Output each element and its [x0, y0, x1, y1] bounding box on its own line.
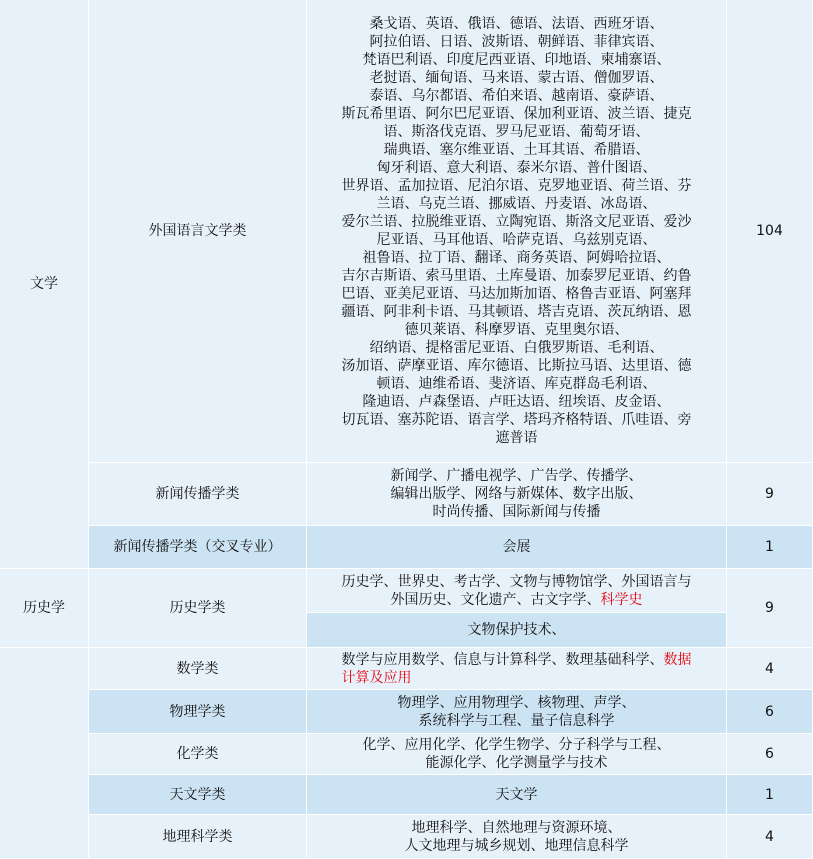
majors-line: 吉尔吉斯语、索马里语、土库曼语、加泰罗尼亚语、约鲁	[341, 268, 692, 284]
count-cell-chemistry: 6	[727, 734, 813, 775]
majors-list-physics	[398, 694, 636, 730]
majors-line: 新闻学、广播电视学、广告学、传播学、	[390, 468, 643, 484]
majors-line: 人文地理与城乡规划、地理信息科学	[404, 837, 629, 854]
count-cell-physics: 6	[727, 690, 813, 734]
category-cell-wenxue: 文学	[0, 0, 89, 569]
majors-line: 老挝语、缅甸语、马来语、蒙古语、僧伽罗语、	[369, 70, 664, 86]
majors-list-math	[342, 651, 692, 687]
subcategory-cell-astronomy: 天文学类	[89, 775, 307, 815]
majors-line: 隆迪语、卢森堡语、卢旺达语、纽埃语、皮金语、	[362, 394, 671, 410]
count-cell-astronomy: 1	[727, 775, 813, 815]
count-cell-geography: 4	[727, 815, 813, 859]
majors-list-foreign-languages	[342, 15, 692, 447]
majors-line: 语、斯洛伐克语、罗马尼亚语、葡萄牙语、	[383, 124, 650, 140]
majors-cell-foreign-languages	[307, 0, 727, 463]
majors-line: 地理科学、自然地理与资源环境、	[411, 819, 622, 836]
subcategory-cell-journalism: 新闻传播学类	[89, 463, 307, 526]
count-cell-journalism: 9	[727, 463, 813, 526]
majors-line: 编辑出版学、网络与新媒体、数字出版、	[390, 486, 643, 502]
majors-list-geography	[405, 819, 629, 855]
majors-cell-geography	[307, 815, 727, 859]
majors-text: 数学与应用数学、信息与计算科学、数理基础科学、	[341, 651, 664, 668]
majors-list-history	[342, 573, 692, 609]
majors-line: 尼亚语、马耳他语、哈萨克语、乌兹别克语、	[376, 232, 657, 248]
majors-cell-history-extra: 文物保护技术、	[307, 613, 727, 648]
highlighted-major: 科学史	[600, 591, 643, 608]
category-cell-history: 历史学	[0, 569, 89, 648]
majors-line: 切瓦语、塞苏陀语、语言学、塔玛齐格特语、爪哇语、旁	[341, 412, 692, 428]
majors-line: 能源化学、化学测量学与技术	[425, 755, 608, 771]
subcategory-cell-geography: 地理科学类	[89, 815, 307, 859]
subcategory-cell-foreign-languages: 外国语言文学类	[89, 0, 307, 463]
category-cell-science	[0, 648, 89, 859]
majors-line: 桑戈语、英语、俄语、德语、法语、西班牙语、	[369, 16, 664, 32]
majors-line: 梵语巴利语、印度尼西亚语、印地语、柬埔寨语、	[362, 52, 671, 68]
majors-line: 顿语、迪维希语、斐济语、库克群岛毛利语、	[376, 376, 657, 392]
majors-line: 匈牙利语、意大利语、泰米尔语、普什图语、	[376, 160, 657, 176]
majors-line	[342, 591, 692, 609]
majors-cell-journalism	[307, 463, 727, 526]
highlighted-major: 计算及应用	[341, 669, 412, 686]
majors-cell-math	[307, 648, 727, 690]
majors-cell-journalism-cross: 会展	[307, 526, 727, 569]
majors-list-chemistry	[363, 736, 671, 772]
majors-line: 绍纳语、提格雷尼亚语、白俄罗斯语、毛利语、	[369, 340, 664, 356]
majors-line: 祖鲁语、拉丁语、翻译、商务英语、阿姆哈拉语、	[362, 250, 671, 266]
highlighted-major: 数据	[663, 651, 692, 668]
majors-cell-chemistry	[307, 734, 727, 775]
majors-line: 历史学、世界史、考古学、文物与博物馆学、外国语言与	[341, 573, 692, 590]
majors-line: 化学、应用化学、化学生物学、分子科学与工程、	[362, 737, 671, 753]
majors-line	[342, 651, 692, 669]
majors-line: 瑞典语、塞尔维亚语、土耳其语、希腊语、	[383, 142, 650, 158]
majors-line: 巴语、亚美尼亚语、马达加斯加语、格鲁吉亚语、阿塞拜	[341, 286, 692, 302]
subcategory-cell-math: 数学类	[89, 648, 307, 690]
majors-line: 遮普语	[495, 430, 538, 446]
majors-cell-physics	[307, 690, 727, 734]
subcategory-cell-history: 历史学类	[89, 569, 307, 648]
majors-line: 阿拉伯语、日语、波斯语、朝鲜语、菲律宾语、	[369, 34, 664, 50]
majors-line: 疆语、阿非利卡语、马其顿语、塔吉克语、茨瓦纳语、恩	[341, 304, 692, 320]
majors-line: 泰语、乌尔都语、希伯来语、越南语、豪萨语、	[369, 88, 664, 104]
subcategory-cell-physics: 物理学类	[89, 690, 307, 734]
majors-line: 时尚传播、国际新闻与传播	[432, 504, 601, 520]
majors-line: 兰语、乌克兰语、挪威语、丹麦语、冰岛语、	[376, 196, 657, 212]
count-cell-math: 4	[727, 648, 813, 690]
majors-line: 德贝莱语、科摩罗语、克里奥尔语、	[404, 322, 629, 338]
majors-line: 系统科学与工程、量子信息科学	[418, 712, 615, 729]
majors-line: 物理学、应用物理学、核物理、声学、	[397, 694, 636, 711]
majors-list-journalism	[391, 467, 643, 521]
count-cell-foreign-languages: 104	[727, 0, 813, 463]
majors-line: 斯瓦希里语、阿尔巴尼亚语、保加利亚语、波兰语、捷克	[341, 106, 692, 122]
majors-cell-history	[307, 569, 727, 613]
majors-cell-astronomy: 天文学	[307, 775, 727, 815]
subcategory-cell-chemistry: 化学类	[89, 734, 307, 775]
majors-line: 爱尔兰语、拉脱维亚语、立陶宛语、斯洛文尼亚语、爱沙	[341, 214, 692, 230]
majors-line: 世界语、孟加拉语、尼泊尔语、克罗地亚语、荷兰语、芬	[341, 178, 692, 194]
majors-text: 外国历史、文化遗产、古文字学、	[390, 591, 601, 608]
majors-line: 汤加语、萨摩亚语、库尔德语、比斯拉马语、达里语、德	[341, 358, 692, 374]
count-cell-history: 9	[727, 569, 813, 648]
subcategory-cell-journalism-cross: 新闻传播学类（交叉专业）	[89, 526, 307, 569]
count-cell-journalism-cross: 1	[727, 526, 813, 569]
